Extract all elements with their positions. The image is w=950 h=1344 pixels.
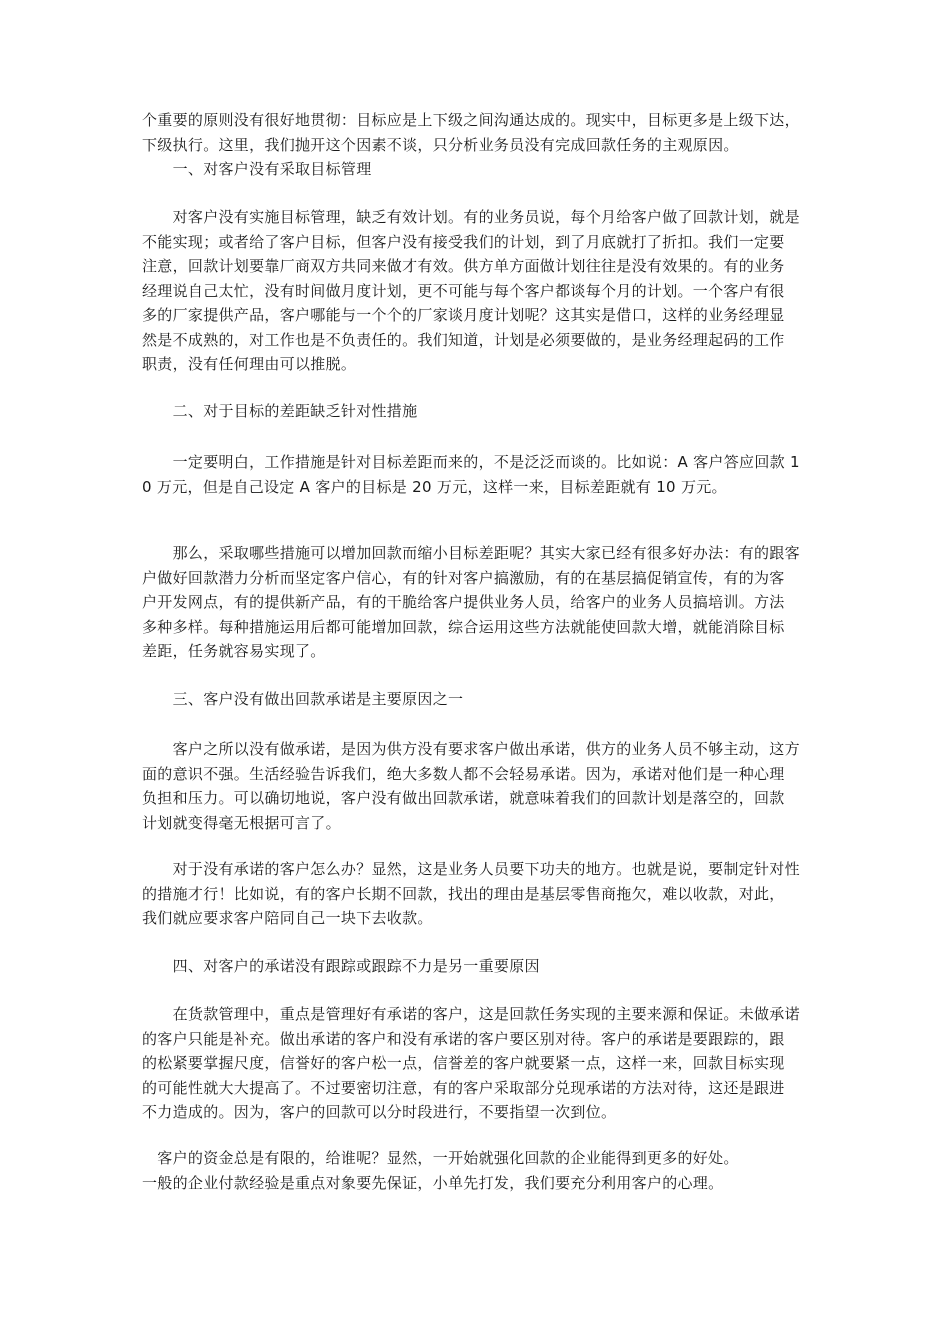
- text-line: 多种多样。每种措施运用后都可能增加回款，综合运用这些方法就能使回款大增，就能消除目标: [142, 617, 785, 636]
- paragraph-7: [142, 1146, 739, 1195]
- text-line: 职责，没有任何理由可以推脱。: [142, 355, 357, 373]
- text-line: 然是不成熟的，对工作也是不负责任的。我们知道，计划是必须要做的，是业务经理起码的工作: [142, 330, 785, 349]
- paragraph-5: [142, 857, 800, 931]
- text-line: 的客户只能是补充。做出承诺的客户和没有承诺的客户要区别对待。客户的承诺是要跟踪的，跟: [142, 1029, 785, 1048]
- text-line: 下级执行。这里，我们抛开这个因素不谈，只分析业务员没有完成回款任务的主观原因。: [142, 135, 739, 154]
- text-line: 差距，任务就容易实现了。: [142, 642, 326, 660]
- section-heading-2: 二、对于目标的差距缺乏针对性措施: [142, 402, 418, 420]
- section-heading-3: 三、客户没有做出回款承诺是主要原因之一: [142, 690, 464, 708]
- text-line: 一般的企业付款经验是重点对象要先保证，小单先打发，我们要充分利用客户的心理。: [142, 1173, 724, 1192]
- text-line: 的措施才行！比如说，有的客户长期不回款，找出的理由是基层零售商拖欠，难以收款，对此，: [142, 884, 785, 903]
- text-line: 在货款管理中，重点是管理好有承诺的客户，这是回款任务实现的主要来源和保证。未做承诺: [142, 1005, 800, 1023]
- text-line: 我们就应要求客户陪同自己一块下去收款。: [142, 909, 433, 927]
- text-line: 负担和压力。可以确切地说，客户没有做出回款承诺，就意味着我们的回款计划是落空的，回款: [142, 789, 785, 807]
- text-line: 不能实现；或者给了客户目标，但客户没有接受我们的计划，到了月底就打了折扣。我们一定要: [142, 232, 785, 251]
- paragraph-2: [142, 450, 800, 499]
- text-line: 的松紧要掌握尺度，信誉好的客户松一点，信誉差的客户就要紧一点，这样一来，回款目标实现: [142, 1054, 785, 1072]
- paragraph-6: [142, 1002, 800, 1125]
- paragraph-4: [142, 737, 800, 835]
- text-line: 一定要明白，工作措施是针对目标差距而来的，不是泛泛而谈的。比如说：A 客户答应回款 1: [142, 453, 800, 471]
- text-line: 对于没有承诺的客户怎么办？显然，这是业务人员要下功夫的地方。也就是说，要制定针对性: [142, 860, 800, 878]
- text-line: 经理说自己太忙，没有时间做月度计划，更不可能与每个客户都谈每个月的计划。一个客户有很: [142, 281, 785, 300]
- text-line: 户开发网点，有的提供新产品，有的干脆给客户提供业务人员，给客户的业务人员搞培训。方法: [142, 593, 785, 611]
- text-line: 面的意识不强。生活经验告诉我们，绝大多数人都不会轻易承诺。因为，承诺对他们是一种心理: [142, 764, 785, 783]
- text-line: 不力造成的。因为，客户的回款可以分时段进行，不要指望一次到位。: [142, 1103, 617, 1121]
- text-line: 的可能性就大大提高了。不过要密切注意，有的客户采取部分兑现承诺的方法对待，这还是跟进: [142, 1078, 785, 1097]
- text-line: 0 万元，但是自己设定 A 客户的目标是 20 万元，这样一来，目标差距就有 10 万元。: [142, 477, 727, 496]
- text-line: 客户的资金总是有限的，给谁呢？显然，一开始就强化回款的企业能得到更多的好处。: [142, 1149, 739, 1167]
- text-line: 客户之所以没有做承诺，是因为供方没有要求客户做出承诺，供方的业务人员不够主动，这方: [142, 740, 800, 758]
- text-line: 个重要的原则没有很好地贯彻：目标应是上下级之间沟通达成的。现实中，目标更多是上级下达，: [142, 111, 800, 129]
- text-line: 对客户没有实施目标管理，缺乏有效计划。有的业务员说，每个月给客户做了回款计划，就是: [142, 208, 800, 226]
- text-line: 计划就变得毫无根据可言了。: [142, 813, 341, 832]
- section-heading-1: 一、对客户没有采取目标管理: [142, 160, 372, 178]
- text-line: 多的厂家提供产品，客户哪能与一个个的厂家谈月度计划呢？这其实是借口，这样的业务经理显: [142, 306, 785, 324]
- paragraph-1: [142, 205, 800, 377]
- paragraph-3: [142, 541, 800, 664]
- section-heading-4: 四、对客户的承诺没有跟踪或跟踪不力是另一重要原因: [142, 957, 540, 975]
- text-line: 注意，回款计划要靠厂商双方共同来做才有效。供方单方面做计划往往是没有效果的。有的业务: [142, 257, 785, 275]
- text-line: 户做好回款潜力分析而坚定客户信心，有的针对客户搞激励，有的在基层搞促销宣传，有的为客: [142, 568, 785, 587]
- intro-paragraph: [142, 108, 800, 157]
- text-line: 那么，采取哪些措施可以增加回款而缩小目标差距呢？其实大家已经有很多好办法：有的跟客: [142, 544, 800, 562]
